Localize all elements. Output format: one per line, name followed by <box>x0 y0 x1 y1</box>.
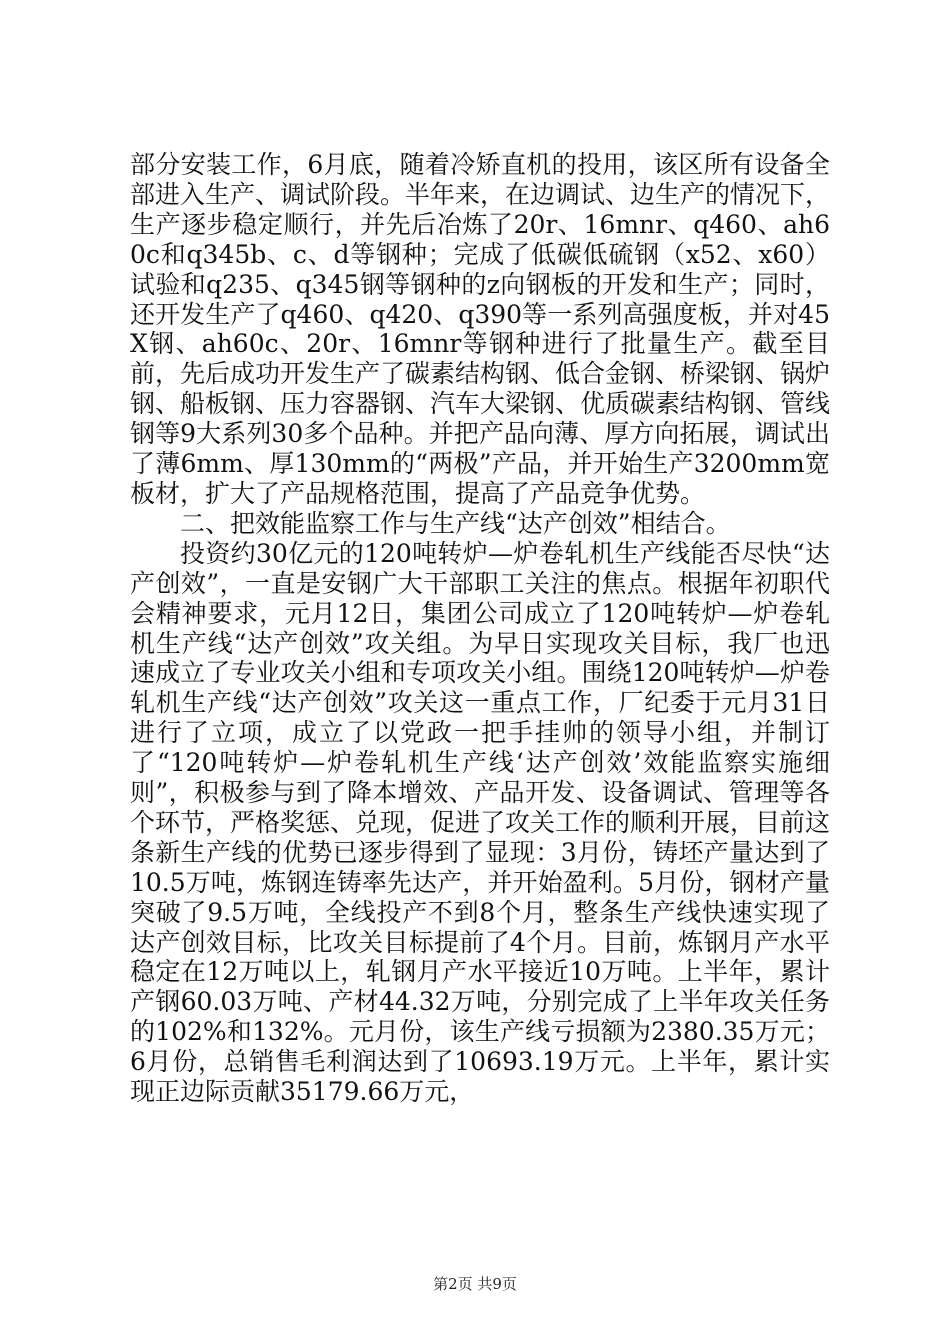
page-number-footer: 第2页 共9页 <box>433 1275 517 1293</box>
section-heading: 二、把效能监察工作与生产线“达产创效”相结合。 <box>180 508 731 538</box>
body-text <box>130 150 830 1107</box>
paragraph-continuation: 部分安装工作，6月底，随着冷矫直机的投用，该区所有设备全部进入生产、调试阶段。半年来，在边调试、边生产的情况下，生产逐步稳定顺行，并先后冶炼了20r、16mnr、q460、ah60c和q345b、c、d等钢种；完成了低碳低硫钢（x52、x60）试验和q235、q345钢等钢种的z向钢板的开发和生产；同时，还开发生产了q460、q420、q390等一系列高强度板，并对45X钢、ah60c、20r、16mnr等钢种进行了批量生产。截至目前，先后成功开发生产了碳素结构钢、低合金钢、桥梁钢、锅炉钢、船板钢、压力容器钢、汽车大梁钢、优质碳素结构钢、管线钢等9大系列30多个品种。并把产品向薄、厚方向拓展，调试出了薄6mm、厚130mm的“两极”产品，并开始生产3200mm宽板材，扩大了产品规格范围，提高了产品竞争优势。 <box>130 150 831 508</box>
paragraph: 投资约30亿元的120吨转炉—炉卷轧机生产线能否尽快“达产创效”，一直是安钢广大干部职工关注的焦点。根据年初职代会精神要求，元月12日，集团公司成立了120吨转炉—炉卷轧机生产线“达产创效”攻关组。为早日实现攻关目标，我厂也迅速成立了专业攻关小组和专项攻关小组。围绕120吨转炉—炉卷轧机生产线“达产创效”攻关这一重点工作，厂纪委于元月31日进行了立项，成立了以党政一把手挂帅的领导小组，并制订了“120吨转炉—炉卷轧机生产线‘达产创效’效能监察实施细则”，积极参与到了降本增效、产品开发、设备调试、管理等各个环节，严格奖惩、兑现，促进了攻关工作的顺利开展，目前这条新生产线的优势已逐步得到了显现：3月份，铸坯产量达到了10.5万吨，炼钢连铸率先达产，并开始盈利。5月份，钢材产量突破了9.5万吨，全线投产不到8个月，整条生产线快速实现了达产创效目标，比攻关目标提前了4个月。目前，炼钢月产水平稳定在12万吨以上，轧钢月产水平接近10万吨。上半年，累计产钢60.03万吨、产材44.32万吨，分别完成了上半年攻关任务的102%和132%。元月份，该生产线亏损额为2380.35万元；6月份，总销售毛利润达到了10693.19万元。上半年，累计实现正边际贡献35179.66万元， <box>130 538 831 1107</box>
